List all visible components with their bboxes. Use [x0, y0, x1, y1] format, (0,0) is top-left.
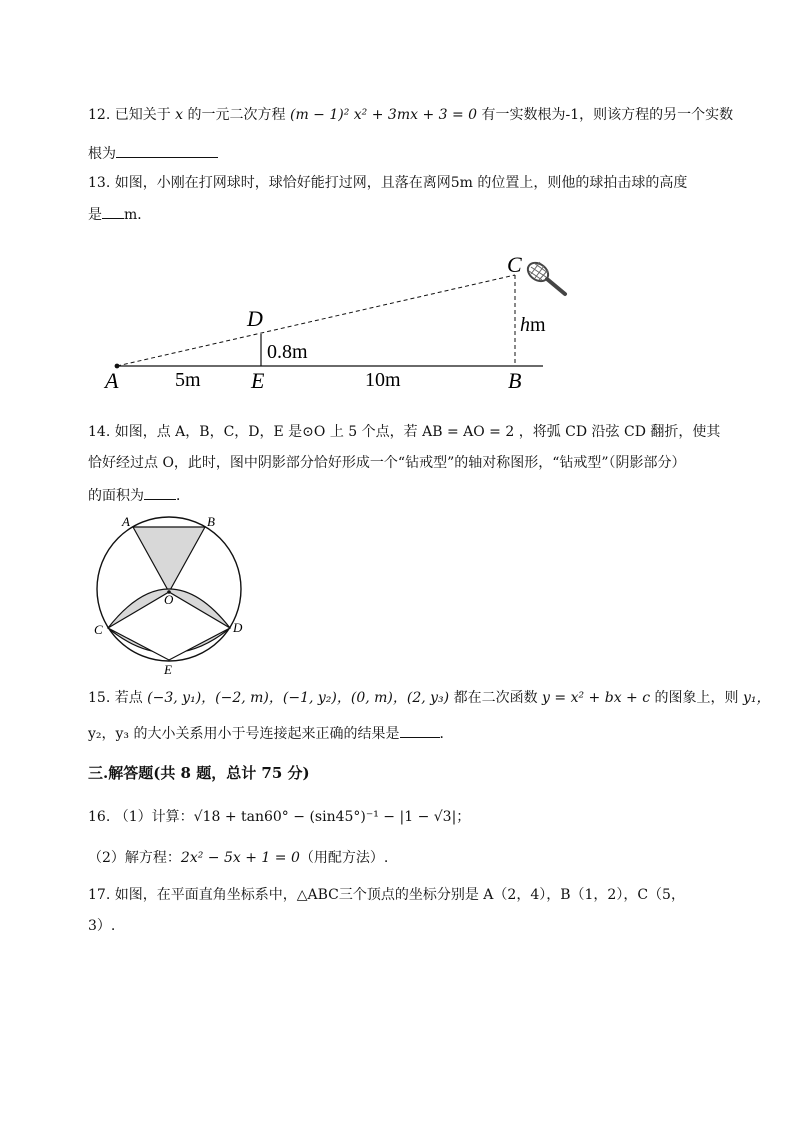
- q17-line2: [88, 916, 115, 936]
- q15-text-a: 若点: [114, 690, 143, 706]
- q15-points: (−3, y₁)，(−2, m)，(−1, y₂)，(0, m)，(2, y₃): [147, 690, 450, 706]
- q16-part1-end: ；: [456, 809, 471, 825]
- label-D: D: [247, 306, 263, 331]
- q16-part1-expr: √18 + tan60° − (sin45°)⁻¹ − |1 − √3|: [193, 809, 457, 825]
- q12-text-a: 已知关于: [114, 107, 171, 123]
- q12-var-x: x: [175, 107, 184, 123]
- q12-text-b: 的一元二次方程: [187, 107, 286, 123]
- q13-text-a: 是: [88, 207, 102, 223]
- q12-line1: [88, 105, 733, 125]
- label-hm: [520, 314, 546, 336]
- q13-answer-blank: [102, 204, 124, 219]
- label-E: E: [251, 368, 265, 393]
- q15-line2: [88, 723, 454, 744]
- q13-text: 如图，小刚在打网球时，球恰好能打过网，且落在离网5m 的位置上，则他的球拍击球的高度: [114, 175, 688, 191]
- label-A: A: [105, 368, 119, 393]
- q15-text-b: 都在二次函数: [453, 690, 538, 706]
- label-C: C: [507, 252, 522, 277]
- label-D: D: [233, 620, 243, 635]
- q13-line2: [88, 204, 151, 225]
- q15-y1: y₁，: [742, 690, 771, 706]
- q16-part2-label: （2）解方程：: [88, 850, 181, 866]
- label-B: B: [508, 368, 522, 393]
- ball-path-dashed-line: [117, 275, 515, 366]
- q15-line1: [88, 688, 771, 708]
- shaded-triangle-ABO: [133, 527, 205, 592]
- label-10m: 10m: [365, 369, 401, 391]
- q12-line2: [88, 143, 218, 164]
- q12-text-c: 有一实数根为-1，则该方程的另一个实数: [481, 107, 734, 123]
- q16-part2-expr: 2x² − 5x + 1 = 0: [180, 850, 300, 866]
- q14-number: 14.: [88, 424, 111, 440]
- q12-text-answer: 根为: [88, 146, 116, 162]
- q16-part1: [88, 807, 470, 827]
- q17-text-2: 3）.: [88, 918, 116, 934]
- q15-number: 15.: [88, 690, 111, 706]
- label-O: O: [164, 592, 174, 607]
- q14-answer-blank: [144, 485, 176, 500]
- q17-number: 17.: [88, 887, 111, 903]
- q16-part1-label: （1）计算：: [114, 809, 194, 825]
- q13-text-b: m．: [124, 207, 152, 223]
- q16-part2: [88, 848, 388, 868]
- label-E: E: [164, 662, 172, 677]
- q17-line1: [88, 885, 685, 905]
- q12-equation: (m − 1)² x² + 3mx + 3 = 0: [289, 107, 478, 123]
- label-0-8m: 0.8m: [267, 341, 308, 363]
- q16-part2-end: （用配方法）.: [299, 850, 389, 866]
- tennis-racket-icon: [524, 259, 565, 294]
- q13-line1: [88, 173, 687, 193]
- q15-text-2a: y₂，y₃ 的大小关系用小于号连接起来正确的结果是: [88, 726, 400, 742]
- q14-line3: [88, 485, 190, 506]
- label-h: h: [520, 314, 530, 336]
- q13-figure: [95, 248, 585, 396]
- q14-figure: [88, 508, 258, 680]
- q15-answer-blank: [400, 723, 440, 738]
- q14-line1: [88, 422, 720, 442]
- label-C: C: [94, 622, 103, 637]
- q15-text-2b: ．: [439, 726, 454, 742]
- q12-answer-blank: [116, 143, 218, 158]
- q14-text-3b: ．: [176, 488, 190, 504]
- q16-number: 16.: [88, 809, 111, 825]
- label-B: B: [207, 514, 215, 529]
- q17-text-1: 如图，在平面直角坐标系中，△ABC三个顶点的坐标分别是 A（2，4），B（1，2），C（5，: [114, 887, 685, 903]
- q14-text-3a: 的面积为: [88, 488, 144, 504]
- q15-text-c: 的图象上，则: [654, 690, 739, 706]
- q14-text-2: 恰好经过点 O，此时，图中阴影部分恰好形成一个“钻戒型”的轴对称图形，“钻戒型”（阴影部分）: [88, 455, 686, 471]
- q14-line2: [88, 453, 686, 473]
- q15-function: y = x² + bx + c: [542, 690, 651, 706]
- q13-number: 13.: [88, 175, 111, 191]
- section-3-title: 三.解答题(共 8 题，总计 75 分): [88, 764, 310, 782]
- label-A: A: [122, 514, 130, 529]
- q12-number: 12.: [88, 107, 111, 123]
- label-5m: 5m: [175, 369, 201, 391]
- label-m: m: [530, 314, 546, 336]
- q14-text-1: 如图，点 A，B，C，D，E 是⊙O 上 5 个点，若 AB = AO = 2 ，将弧 CD 沿弦 CD 翻折，使其: [114, 424, 721, 440]
